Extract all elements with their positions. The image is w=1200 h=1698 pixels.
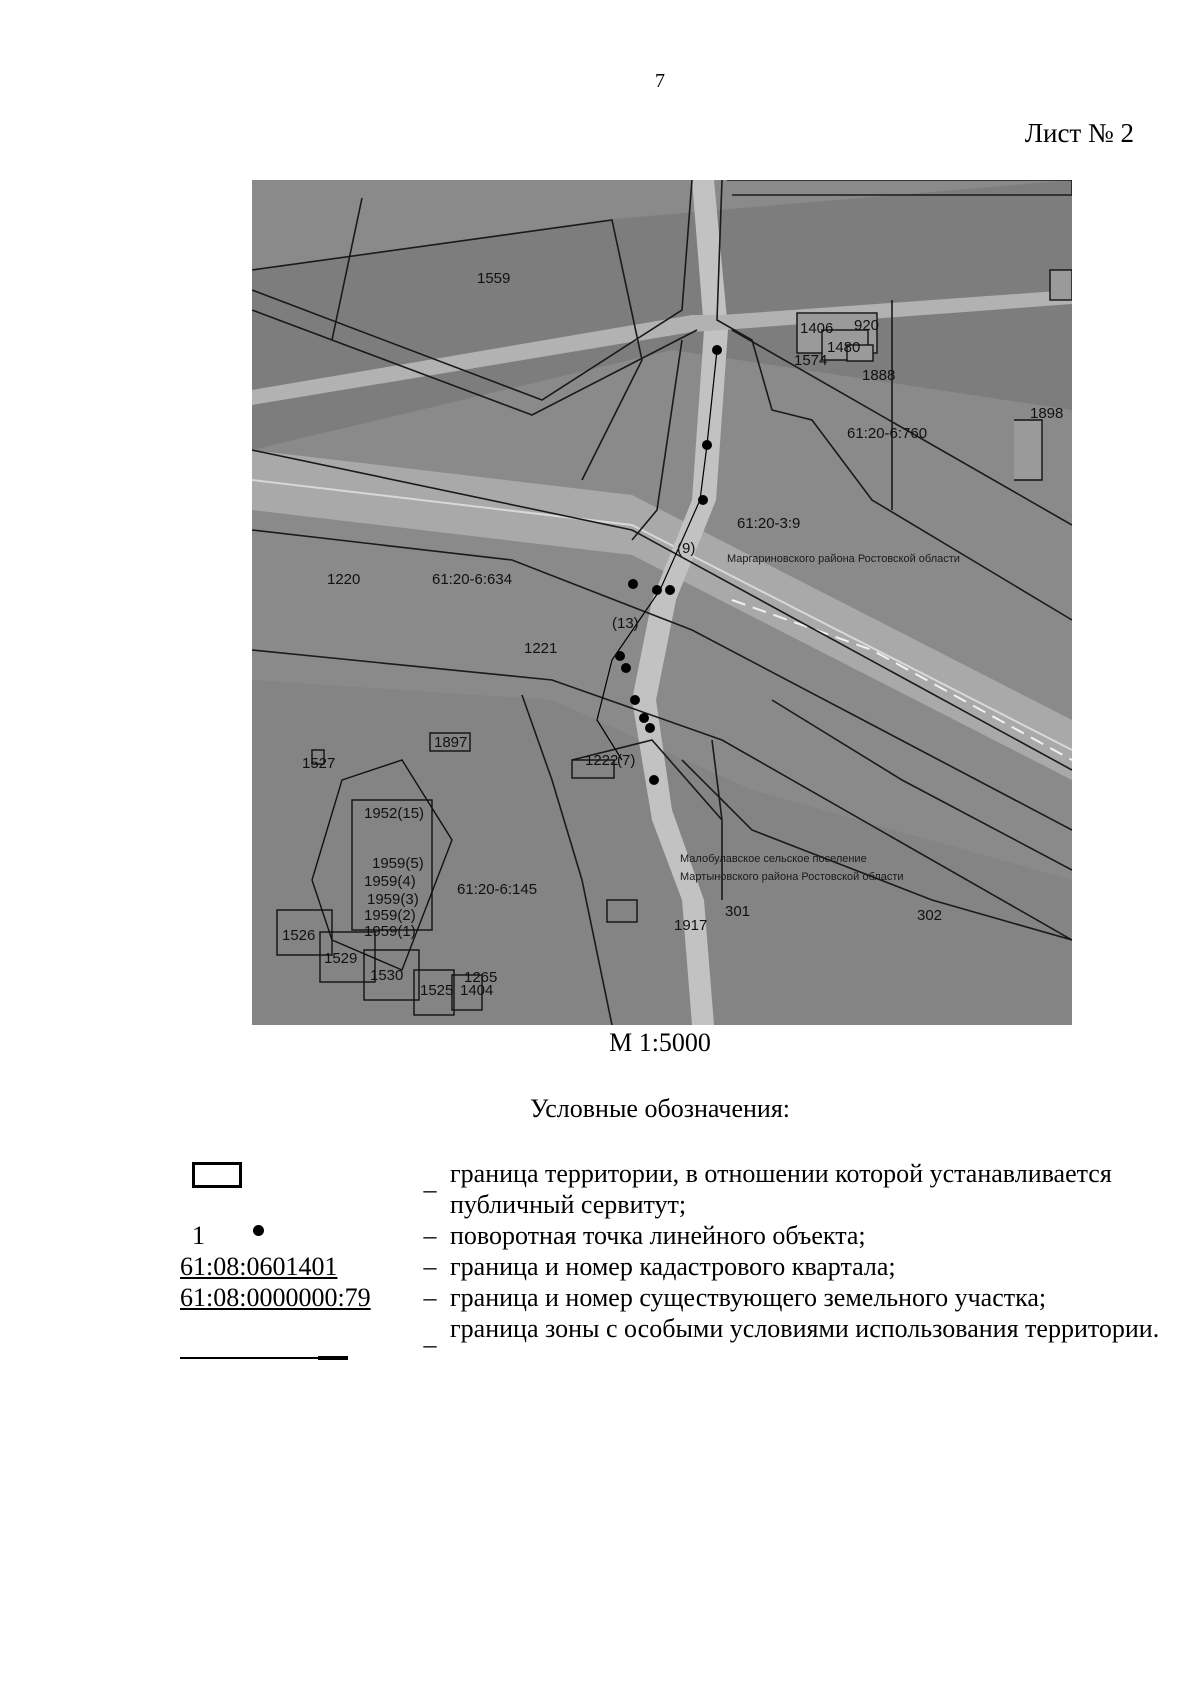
turning-point	[628, 579, 638, 589]
legend-row	[180, 1158, 1180, 1220]
legend-text: граница зоны с особыми условиями использования территории.	[450, 1314, 1160, 1343]
parcel-label: 1406	[800, 320, 834, 337]
map-drawing	[252, 180, 1072, 1025]
turning-point	[652, 585, 662, 595]
point-number-symbol: 1	[192, 1221, 205, 1250]
point-label: (7)	[617, 752, 636, 769]
parcel-label: 1959(3)	[367, 891, 419, 908]
parcel-label: 1952(15)	[364, 805, 425, 822]
parcel-label: 1526	[282, 927, 316, 944]
turning-point	[621, 663, 631, 673]
legend-dash: –	[423, 1221, 437, 1250]
settlement-label: Мартыновского района Ростовской области	[680, 871, 904, 883]
parcel-label: 920	[854, 317, 880, 334]
parcel-label: 1221	[524, 640, 558, 657]
parcel-label: 1559	[477, 270, 511, 287]
parcel-label: 1897	[434, 734, 468, 751]
quarter-label: 61:20-6:145	[457, 881, 538, 898]
legend-dash: –	[423, 1252, 437, 1281]
quarter-label: 61:20-6:634	[432, 571, 513, 588]
legend	[180, 1158, 1180, 1375]
quarter-number-symbol: 61:08:0601401	[180, 1252, 338, 1281]
parcel-label: 1959(1)	[364, 923, 416, 940]
parcel-label: 1898	[1030, 405, 1064, 422]
settlement-label: Маргариновского района Ростовской области	[727, 553, 960, 565]
legend-dash: –	[423, 1175, 437, 1204]
point-label: (13)	[612, 615, 639, 632]
legend-title: Условные обозначения:	[529, 1094, 791, 1123]
turning-point	[615, 651, 625, 661]
turning-point	[645, 723, 655, 733]
legend-text: поворотная точка линейного объекта;	[450, 1221, 866, 1250]
legend-dash: –	[423, 1283, 437, 1312]
point-dot-symbol	[253, 1225, 264, 1236]
legend-row	[180, 1251, 1180, 1282]
turning-point	[630, 695, 640, 705]
quarter-label: 61:20-3:9	[737, 515, 801, 532]
turning-point	[712, 345, 722, 355]
parcel-label: 302	[917, 907, 943, 924]
zone-line-symbol	[180, 1357, 348, 1359]
parcel-label: 301	[725, 903, 751, 920]
legend-dash: –	[423, 1330, 437, 1359]
parcel-label: 1917	[674, 917, 708, 934]
turning-point	[702, 440, 712, 450]
settlement-label: Малобулавское сельское поселение	[680, 853, 867, 865]
turning-point	[649, 775, 659, 785]
legend-row	[180, 1313, 1180, 1375]
parcel-number-symbol: 61:08:0000000:79	[180, 1283, 371, 1312]
parcel-label: 1959(2)	[364, 907, 416, 924]
page-number: 7	[655, 70, 665, 92]
parcel-label: 1480	[827, 339, 861, 356]
parcel-label: 1527	[302, 755, 336, 772]
map-scale: М 1:5000	[609, 1028, 711, 1057]
legend-row	[180, 1220, 1180, 1251]
parcel-label: 1525	[420, 982, 454, 999]
parcel-label: 1222	[585, 752, 619, 769]
quarter-label: 61:20-6:760	[847, 425, 928, 442]
cadastral-map	[252, 180, 1072, 1025]
parcel-label: 1888	[862, 367, 896, 384]
turning-point	[665, 585, 675, 595]
parcel-label: 1404	[460, 982, 494, 999]
parcel-label: 1265	[464, 969, 498, 986]
legend-text: граница территории, в отношении которой устанавливается публичный сервитут;	[450, 1159, 1112, 1219]
legend-text: граница и номер кадастрового квартала;	[450, 1252, 896, 1281]
turning-point	[698, 495, 708, 505]
parcel-label: 1959(4)	[364, 873, 416, 890]
parcel-label: 1220	[327, 571, 361, 588]
legend-row	[180, 1282, 1180, 1313]
parcel-label: 1530	[370, 967, 404, 984]
parcel-label: 1574	[794, 352, 828, 369]
boundary-symbol	[192, 1162, 242, 1188]
turning-point	[639, 713, 649, 723]
point-label: (9)	[677, 540, 696, 557]
legend-text: граница и номер существующего земельного участка;	[450, 1283, 1047, 1312]
sheet-label: Лист № 2	[1024, 118, 1134, 148]
parcel-label: 1959(5)	[372, 855, 424, 872]
parcel-label: 1529	[324, 950, 358, 967]
